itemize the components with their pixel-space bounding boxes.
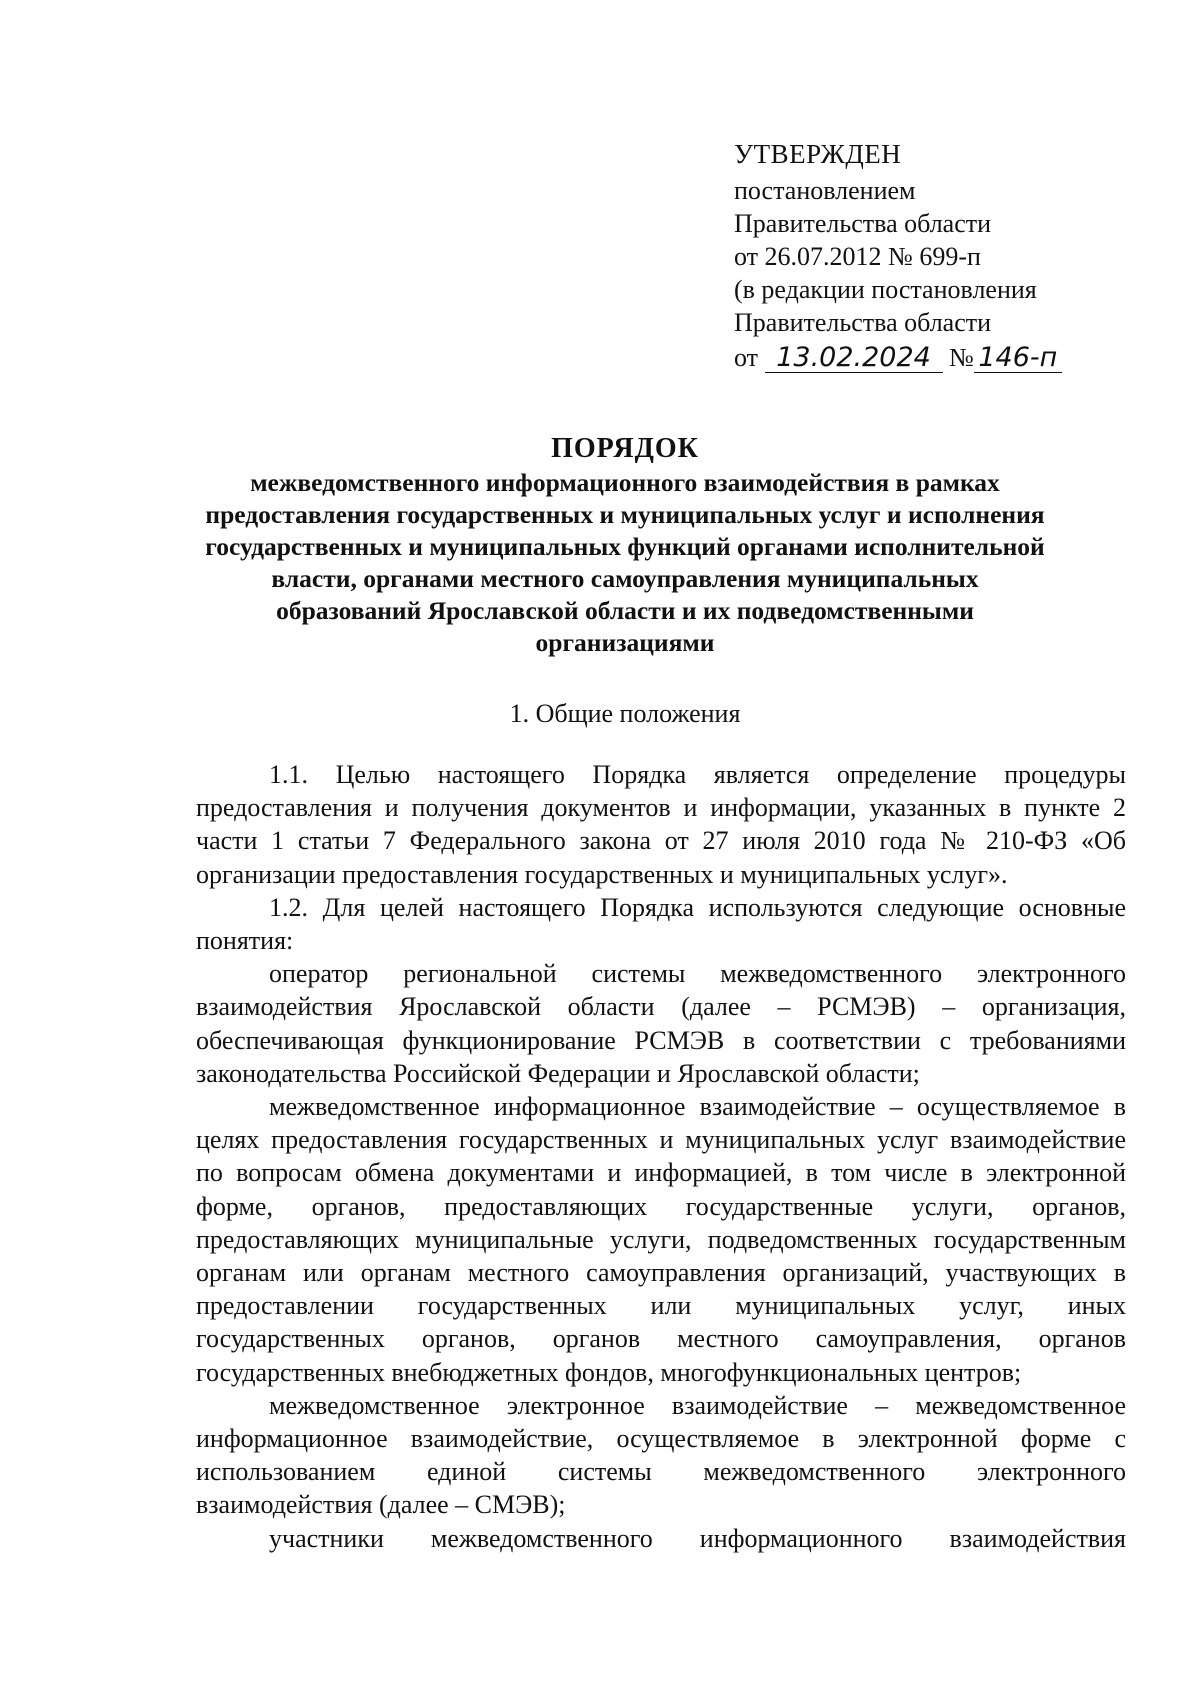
- paragraph: оператор региональной системы межведомственного электронного взаимодействия Ярославской области (далее – РСМЭВ) – организация, обеспечивающая функционирование РСМЭВ в соответствии с требованиями законодательства Российской Федерации и Ярославской области;: [196, 959, 1126, 1088]
- subtitle-line: образований Ярославской области и их подведомственными: [276, 596, 974, 625]
- document-body: [196, 758, 1126, 1555]
- approval-line: Правительства области: [734, 209, 992, 238]
- signature-prefix: от: [734, 343, 759, 372]
- paragraph: 1.1. Целью настоящего Порядка является определение процедуры предоставления и получения документов и информации, указанных в пункте 2 части 1 статьи 7 Федерального закона от 27 июля 2010 года № 210-ФЗ «Об организации предоставления государственных и муниципальных услуг».: [196, 760, 1126, 889]
- approval-line: Правительства области: [734, 308, 992, 337]
- approval-line: постановлением: [734, 176, 916, 205]
- subtitle-line: государственных и муниципальных функций органами исполнительной: [205, 532, 1045, 561]
- approval-heading: УТВЕРЖДЕН: [734, 139, 902, 169]
- paragraph: межведомственное электронное взаимодействие – межведомственное информационное взаимодействие, осуществляемое в электронной форме с использованием единой системы межведомственного электронного взаимодействия (далее – СМЭВ);: [196, 1390, 1126, 1520]
- handwritten-number: 146-п: [974, 344, 1062, 373]
- document-title: ПОРЯДОК: [551, 433, 699, 464]
- paragraph: участники межведомственного информационного взаимодействия: [269, 1523, 1126, 1553]
- approval-stamp-block: [734, 138, 1154, 374]
- paragraph: межведомственное информационное взаимодействие – осуществляемое в целях предоставления государственных и муниципальных услуг взаимодействие по вопросам обмена документами и информацией, в том числе в электронной форме, органов, предоставляющих государственные услуги, органов, предоставляющих муниципальные услуги, подведомственных государственным органам или органам местного самоуправления организаций, участвующих в предоставлении государственных или муниципальных услуг, иных государственных органов, органов местного самоуправления, органов государственных внебюджетных фондов, многофункциональных центров;: [196, 1092, 1126, 1387]
- document-title-block: [185, 433, 1065, 659]
- approval-signature-line: [734, 341, 1154, 374]
- subtitle-line: предоставления государственных и муниципальных услуг и исполнения: [205, 500, 1045, 529]
- signature-number-prefix: №: [949, 343, 974, 372]
- subtitle-line: власти, органами местного самоуправления муниципальных: [271, 564, 979, 593]
- section-heading: 1. Общие положения: [509, 699, 741, 728]
- approval-line: от 26.07.2012 № 699-п: [734, 242, 981, 271]
- handwritten-date: 13.02.2024: [765, 344, 943, 373]
- approval-line: (в редакции постановления: [734, 275, 1037, 304]
- subtitle-line: организациями: [535, 628, 715, 657]
- subtitle-line: межведомственного информационного взаимодействия в рамках: [250, 468, 1000, 497]
- paragraph: 1.2. Для целей настоящего Порядка используются следующие основные понятия:: [196, 892, 1126, 956]
